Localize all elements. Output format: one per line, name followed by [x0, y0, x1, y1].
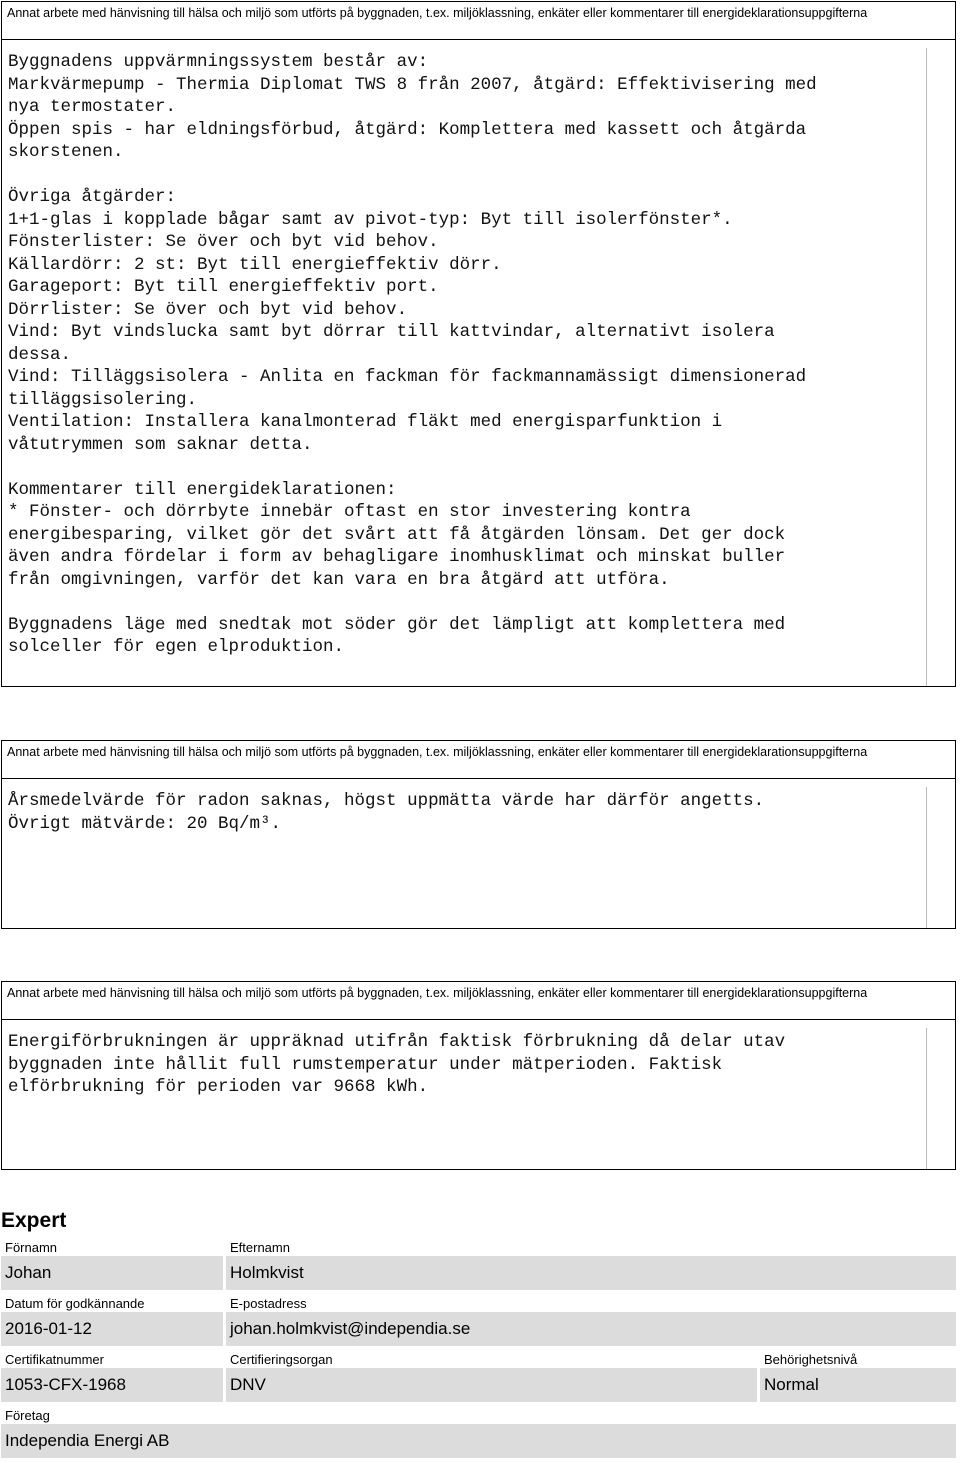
text-line: Ventilation: Installera kanalmonterad fläkt med energisparfunktion i — [8, 412, 723, 432]
text-line: även andra fördelar i form av behagligare inomhusklimat och minskat buller — [8, 547, 786, 567]
text-line: dessa. — [8, 344, 72, 365]
radon-text-area — [2, 787, 927, 928]
text-line: Markvärmepump - Thermia Diplomat TWS 8 från 2007, åtgärd: Effektivisering med — [8, 74, 817, 95]
datum-field — [1, 1294, 223, 1346]
comment-lines — [8, 1031, 920, 1099]
certnr-value: 1053-CFX-1968 — [1, 1368, 223, 1402]
text-line: från omgivningen, varför det kan vara en bra åtgärd att utföra. — [8, 569, 670, 590]
section-header: Annat arbete med hänvisning till hälsa och miljö som utförts på byggnaden, t.ex. miljöklassning, enkäter eller kommentarer till energideklarationsuppgifterna — [2, 982, 955, 1020]
text-line: Övrigt mätvärde: 20 Bq/m³. — [8, 813, 282, 834]
comment-lines — [8, 51, 920, 659]
foretag-field — [1, 1406, 956, 1458]
datum-label: Datum för godkännande — [1, 1294, 223, 1312]
fornamn-label: Förnamn — [1, 1238, 223, 1256]
efternamn-field — [226, 1238, 956, 1290]
certorg-field — [226, 1350, 757, 1402]
fornamn-field — [1, 1238, 223, 1290]
text-line: Fönsterlister: Se över och byt vid behov. — [8, 232, 439, 252]
epost-value: johan.holmkvist@independia.se — [226, 1312, 956, 1346]
blank-line — [8, 456, 920, 479]
text-line: solceller för egen elproduktion. — [8, 637, 345, 657]
certorg-label: Certifieringsorgan — [226, 1350, 757, 1368]
epost-label: E-postadress — [226, 1294, 956, 1312]
efternamn-label: Efternamn — [226, 1238, 956, 1256]
certnr-field — [1, 1350, 223, 1402]
efternamn-value: Holmkvist — [226, 1256, 956, 1290]
behorighet-label: Behörighetsnivå — [760, 1350, 956, 1368]
text-line: nya termostater. — [8, 97, 177, 117]
blank-line — [8, 591, 920, 614]
text-line: 1+1-glas i kopplade bågar samt av pivot-typ: Byt till isolerfönster*. — [8, 209, 733, 230]
blank-line — [8, 164, 920, 187]
text-line: Dörrlister: Se över och byt vid behov. — [8, 299, 408, 320]
certorg-value: DNV — [226, 1368, 757, 1402]
text-line: Byggnadens uppvärmningssystem består av: — [8, 52, 429, 72]
text-line: byggnaden inte hållit full rumstemperatur under mätperioden. Faktisk — [8, 1054, 723, 1075]
section-header: Annat arbete med hänvisning till hälsa och miljö som utförts på byggnaden, t.ex. miljöklassning, enkäter eller kommentarer till energideklarationsuppgifterna — [2, 2, 955, 40]
text-line: Övriga åtgärder: — [8, 187, 177, 207]
behorighet-value: Normal — [760, 1368, 956, 1402]
expert-title: Expert — [1, 1209, 67, 1232]
text-line: tilläggsisolering. — [8, 389, 198, 410]
text-line: Garageport: Byt till energieffektiv port. — [8, 277, 439, 297]
section-header: Annat arbete med hänvisning till hälsa och miljö som utförts på byggnaden, t.ex. miljöklassning, enkäter eller kommentarer till energideklarationsuppgifterna — [2, 741, 955, 779]
text-line: Källardörr: 2 st: Byt till energieffektiv dörr. — [8, 254, 502, 275]
comment-lines — [8, 790, 920, 835]
text-line: elförbrukning för perioden var 9668 kWh. — [8, 1077, 429, 1097]
energy-text-area — [2, 1028, 927, 1169]
section-other-work-3 — [1, 981, 956, 1170]
text-line: energibesparing, vilket gör det svårt att få åtgärden lönsam. Det ger dock — [8, 524, 786, 545]
text-line: skorstenen. — [8, 142, 124, 162]
text-line: Energiförbrukningen är uppräknad utifrån faktisk förbrukning då delar utav — [8, 1032, 786, 1052]
foretag-value: Independia Energi AB — [1, 1424, 956, 1458]
text-line: Årsmedelvärde för radon saknas, högst uppmätta värde har därför angetts. — [8, 791, 765, 811]
text-line: Vind: Tilläggsisolera - Anlita en fackman för fackmannamässigt dimensionerad — [8, 367, 807, 387]
behorighet-field — [760, 1350, 956, 1402]
foretag-label: Företag — [1, 1406, 956, 1424]
text-line: Byggnadens läge med snedtak mot söder gör det lämpligt att komplettera med — [8, 614, 786, 635]
text-line: * Fönster- och dörrbyte innebär oftast en stor investering kontra — [8, 502, 691, 522]
fornamn-value: Johan — [1, 1256, 223, 1290]
epost-field — [226, 1294, 956, 1346]
section-other-work-2 — [1, 740, 956, 929]
section-other-work-1 — [1, 1, 956, 687]
text-line: våtutrymmen som saknar detta. — [8, 434, 313, 455]
datum-value: 2016-01-12 — [1, 1312, 223, 1346]
text-line: Vind: Byt vindslucka samt byt dörrar till kattvindar, alternativt isolera — [8, 322, 775, 342]
text-line: Kommentarer till energideklarationen: — [8, 479, 397, 500]
comment-text-area — [2, 48, 927, 686]
certnr-label: Certifikatnummer — [1, 1350, 223, 1368]
text-line: Öppen spis - har eldningsförbud, åtgärd: Komplettera med kassett och åtgärda — [8, 119, 807, 140]
